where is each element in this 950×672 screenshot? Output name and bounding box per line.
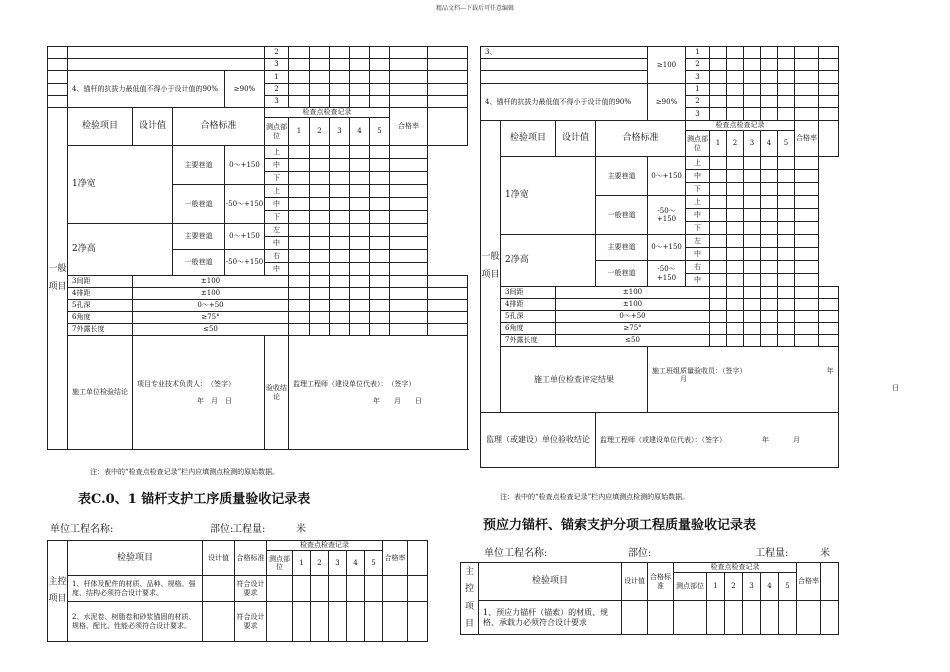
left-unit-project: 单位工程名称: (50, 524, 114, 535)
left-meter: 米 (296, 524, 306, 535)
left-quality-table: 2 3 4、锚杆的抗拔力最低值不得小于设计值的90% ≥90% 1 2 3 一般项目 检验项目 设计值 合格标准 检查点检查记录 合格率 测点部位 1 2 3 4 5 1净宽 主要巷道 0～+150 上 中 下 一般巷道 -50～+150 上 中 下 2净高 主要巷道 0～+150 左 中 一般巷道 -50～+150 右 中 3间距 ±100 4排距 ±100 5孔深 0～+50 6角度 ≥75° 7外露长度 ≤50 施工单位检验结论 项目专业技术负责人： （签字） 年 月 日 验收结论 监理工程师（建设单位代表）： （签字） 年 月 日 (47, 46, 468, 450)
right-unit-project: 单位工程名称: (484, 548, 548, 559)
construction-conclusion-label: 施工单位检验结论 (68, 336, 133, 450)
right-note: 注：表中的“检查点检查记录”栏内应填测点检测的原始数据。 (500, 493, 690, 501)
main-items-label: 主控项目 (48, 541, 68, 642)
left-quantity: 工程量: (232, 524, 266, 535)
right-quality-table: 3、 ≥100 1 2 3 4、锚杆的抗拔力最低值不得小于设计值的90% ≥90% 1 2 3 一般项目 检验项目 设计值 合格标准 检查点检查记录 合格率 测点部位 1 2 3 4 5 1净宽 主要巷道 0～+150 上 中 下 一般巷道 -50～+150 上 中 下 2净高 主要巷道 0～+150 左 中 一般巷道 -50～+150 右 中 3间距 ±100 4排距 ±100 5孔深 0～+50 6角度 ≥75° 7外露长度 ≤50 施工单位检查评定结果 施工班组质量验收员：（签字） 年月 日 监理（或建设）单位验收结论 监理工程师（或建设单位代表）：（签字） 年 月 (480, 46, 839, 468)
general-items-label: 一般项目 (48, 108, 68, 450)
right-part: 部位: (628, 548, 652, 559)
left-part: 部位: (210, 524, 234, 535)
construction-result-label: 施工单位检查评定结果 (501, 347, 648, 413)
right-prestress-table: 主控项目 检验项目 设计值 合格标准 检查点检查记录 合格率 测点部位 1 2 3 4 5 1、预应力锚杆（锚索）的材质、规格、承载力必须符合设计要求 (460, 562, 839, 635)
left-anchor-table: 主控项目 检验项目 设计值 合格标准 检查点检查记录 合格率 测点部位 1 2 3 4 5 1、杆体及配件的材质、品种、规格、强度、结构必须符合设计要求。 符合设计要求 2、水泥卷、树脂卷和砂浆锚固的材质、规格、配比、性能必须符合设计要求。 符合设计要求 (47, 540, 428, 642)
header-note: 精品文档---下载后可任意编辑 (435, 5, 515, 12)
main-items-label-right: 主控项目 (461, 563, 479, 635)
right-title: 预应力锚杆、锚索支护分项工程质量验收记录表 (483, 518, 757, 533)
general-items-label-right: 一般项目 (481, 121, 501, 413)
anchor-pull-item: 4、锚杆的抗拔力最低值不得小于设计值的90% (68, 71, 225, 108)
left-title: 表C.0、1 锚杆支护工序质量验收记录表 (78, 492, 311, 507)
left-note: 注：表中的“检查点检查记录”栏内应填测点检测的原始数据。 (90, 468, 280, 476)
supervision-conclusion-label: 监理（或建设）单位验收结论 (481, 413, 596, 468)
right-meter: 米 (820, 548, 830, 559)
right-quantity: 工程量: (755, 548, 789, 559)
